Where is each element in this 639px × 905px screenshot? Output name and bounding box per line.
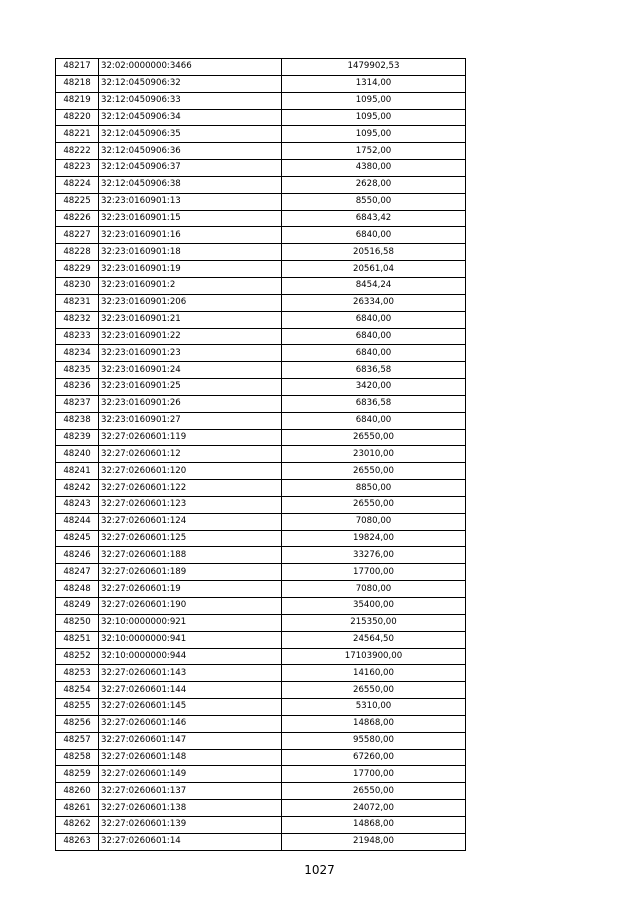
row-number-cell: 48226 — [56, 210, 99, 227]
value-cell: 26550,00 — [282, 429, 466, 446]
value-cell: 1095,00 — [282, 109, 466, 126]
table-row — [56, 126, 466, 143]
row-number-cell: 48248 — [56, 581, 99, 598]
row-number-cell: 48225 — [56, 193, 99, 210]
value-cell: 67260,00 — [282, 749, 466, 766]
table-row — [56, 227, 466, 244]
value-cell: 6840,00 — [282, 328, 466, 345]
row-number-cell: 48252 — [56, 648, 99, 665]
value-cell: 2628,00 — [282, 176, 466, 193]
row-number-cell: 48253 — [56, 665, 99, 682]
value-cell: 35400,00 — [282, 598, 466, 615]
table-row — [56, 547, 466, 564]
cadastral-number-cell: 32:23:0160901:15 — [99, 210, 282, 227]
table-row — [56, 665, 466, 682]
row-number-cell: 48219 — [56, 92, 99, 109]
cadastral-number-cell: 32:23:0160901:18 — [99, 244, 282, 261]
table-row — [56, 833, 466, 850]
cadastral-number-cell: 32:27:0260601:19 — [99, 581, 282, 598]
value-cell: 26550,00 — [282, 682, 466, 699]
table-row — [56, 261, 466, 278]
cadastral-number-cell: 32:23:0160901:23 — [99, 345, 282, 362]
cadastral-number-cell: 32:27:0260601:149 — [99, 766, 282, 783]
cadastral-number-cell: 32:23:0160901:24 — [99, 362, 282, 379]
row-number-cell: 48261 — [56, 800, 99, 817]
cadastral-number-cell: 32:12:0450906:38 — [99, 176, 282, 193]
cadastral-number-cell: 32:23:0160901:21 — [99, 311, 282, 328]
value-cell: 6840,00 — [282, 227, 466, 244]
cadastral-number-cell: 32:23:0160901:2 — [99, 277, 282, 294]
table-row — [56, 766, 466, 783]
value-cell: 26334,00 — [282, 294, 466, 311]
table-row — [56, 210, 466, 227]
cadastral-number-cell: 32:12:0450906:36 — [99, 143, 282, 160]
row-number-cell: 48251 — [56, 631, 99, 648]
table-row — [56, 463, 466, 480]
row-number-cell: 48247 — [56, 564, 99, 581]
cadastral-number-cell: 32:23:0160901:27 — [99, 412, 282, 429]
value-cell: 7080,00 — [282, 513, 466, 530]
row-number-cell: 48227 — [56, 227, 99, 244]
table-row — [56, 193, 466, 210]
cadastral-number-cell: 32:27:0260601:189 — [99, 564, 282, 581]
value-cell: 14160,00 — [282, 665, 466, 682]
row-number-cell: 48221 — [56, 126, 99, 143]
value-cell: 26550,00 — [282, 463, 466, 480]
value-cell: 21948,00 — [282, 833, 466, 850]
table-row — [56, 530, 466, 547]
row-number-cell: 48217 — [56, 59, 99, 76]
value-cell: 1095,00 — [282, 126, 466, 143]
value-cell: 23010,00 — [282, 446, 466, 463]
page-number: 1027 — [304, 863, 335, 877]
table-row — [56, 816, 466, 833]
row-number-cell: 48244 — [56, 513, 99, 530]
row-number-cell: 48242 — [56, 480, 99, 497]
row-number-cell: 48235 — [56, 362, 99, 379]
value-cell: 215350,00 — [282, 614, 466, 631]
row-number-cell: 48256 — [56, 715, 99, 732]
value-cell: 24072,00 — [282, 800, 466, 817]
row-number-cell: 48259 — [56, 766, 99, 783]
value-cell: 6840,00 — [282, 311, 466, 328]
row-number-cell: 48229 — [56, 261, 99, 278]
row-number-cell: 48260 — [56, 783, 99, 800]
value-cell: 20561,04 — [282, 261, 466, 278]
table-row — [56, 732, 466, 749]
cadastral-number-cell: 32:27:0260601:147 — [99, 732, 282, 749]
table-row — [56, 59, 466, 76]
cadastral-number-cell: 32:27:0260601:123 — [99, 496, 282, 513]
cadastral-number-cell: 32:27:0260601:119 — [99, 429, 282, 446]
row-number-cell: 48223 — [56, 160, 99, 177]
cadastral-number-cell: 32:10:0000000:941 — [99, 631, 282, 648]
table-row — [56, 783, 466, 800]
value-cell: 1095,00 — [282, 92, 466, 109]
value-cell: 17700,00 — [282, 564, 466, 581]
table-row — [56, 362, 466, 379]
table-row — [56, 75, 466, 92]
value-cell: 1752,00 — [282, 143, 466, 160]
table-row — [56, 614, 466, 631]
table-row — [56, 395, 466, 412]
row-number-cell: 48243 — [56, 496, 99, 513]
table-row — [56, 412, 466, 429]
cadastral-number-cell: 32:27:0260601:138 — [99, 800, 282, 817]
cadastral-number-cell: 32:12:0450906:32 — [99, 75, 282, 92]
value-cell: 26550,00 — [282, 783, 466, 800]
table-row — [56, 682, 466, 699]
cadastral-number-cell: 32:23:0160901:19 — [99, 261, 282, 278]
value-cell: 6836,58 — [282, 395, 466, 412]
value-cell: 6840,00 — [282, 412, 466, 429]
table-row — [56, 648, 466, 665]
value-cell: 8454,24 — [282, 277, 466, 294]
row-number-cell: 48262 — [56, 816, 99, 833]
row-number-cell: 48222 — [56, 143, 99, 160]
cadastral-number-cell: 32:12:0450906:35 — [99, 126, 282, 143]
table-row — [56, 328, 466, 345]
cadastral-number-cell: 32:23:0160901:22 — [99, 328, 282, 345]
table-row — [56, 345, 466, 362]
cadastral-number-cell: 32:23:0160901:206 — [99, 294, 282, 311]
row-number-cell: 48218 — [56, 75, 99, 92]
row-number-cell: 48240 — [56, 446, 99, 463]
value-cell: 1314,00 — [282, 75, 466, 92]
cadastral-number-cell: 32:23:0160901:25 — [99, 379, 282, 396]
value-cell: 20516,58 — [282, 244, 466, 261]
row-number-cell: 48249 — [56, 598, 99, 615]
cadastral-number-cell: 32:27:0260601:148 — [99, 749, 282, 766]
row-number-cell: 48230 — [56, 277, 99, 294]
cadastral-number-cell: 32:27:0260601:14 — [99, 833, 282, 850]
cadastral-number-cell: 32:23:0160901:16 — [99, 227, 282, 244]
table-row — [56, 513, 466, 530]
value-cell: 95580,00 — [282, 732, 466, 749]
value-cell: 5310,00 — [282, 699, 466, 716]
table-row — [56, 715, 466, 732]
table-row — [56, 92, 466, 109]
row-number-cell: 48231 — [56, 294, 99, 311]
table-row — [56, 160, 466, 177]
cadastral-number-cell: 32:12:0450906:33 — [99, 92, 282, 109]
row-number-cell: 48241 — [56, 463, 99, 480]
value-cell: 7080,00 — [282, 581, 466, 598]
table-row — [56, 379, 466, 396]
table-row — [56, 277, 466, 294]
cadastral-number-cell: 32:27:0260601:124 — [99, 513, 282, 530]
row-number-cell: 48246 — [56, 547, 99, 564]
value-cell: 4380,00 — [282, 160, 466, 177]
cadastral-number-cell: 32:27:0260601:137 — [99, 783, 282, 800]
cadastral-number-cell: 32:27:0260601:144 — [99, 682, 282, 699]
cadastral-number-cell: 32:27:0260601:12 — [99, 446, 282, 463]
row-number-cell: 48258 — [56, 749, 99, 766]
cadastral-value-table — [55, 58, 466, 851]
row-number-cell: 48257 — [56, 732, 99, 749]
value-cell: 26550,00 — [282, 496, 466, 513]
row-number-cell: 48220 — [56, 109, 99, 126]
table-row — [56, 480, 466, 497]
row-number-cell: 48254 — [56, 682, 99, 699]
value-cell: 6840,00 — [282, 345, 466, 362]
value-cell: 6843,42 — [282, 210, 466, 227]
value-cell: 17700,00 — [282, 766, 466, 783]
row-number-cell: 48250 — [56, 614, 99, 631]
row-number-cell: 48224 — [56, 176, 99, 193]
row-number-cell: 48255 — [56, 699, 99, 716]
table-row — [56, 699, 466, 716]
value-cell: 14868,00 — [282, 816, 466, 833]
cadastral-number-cell: 32:27:0260601:146 — [99, 715, 282, 732]
row-number-cell: 48238 — [56, 412, 99, 429]
table-row — [56, 446, 466, 463]
row-number-cell: 48236 — [56, 379, 99, 396]
row-number-cell: 48245 — [56, 530, 99, 547]
table-row — [56, 598, 466, 615]
value-cell: 14868,00 — [282, 715, 466, 732]
table-row — [56, 749, 466, 766]
cadastral-number-cell: 32:23:0160901:13 — [99, 193, 282, 210]
row-number-cell: 48232 — [56, 311, 99, 328]
cadastral-number-cell: 32:12:0450906:34 — [99, 109, 282, 126]
cadastral-number-cell: 32:27:0260601:145 — [99, 699, 282, 716]
cadastral-number-cell: 32:23:0160901:26 — [99, 395, 282, 412]
row-number-cell: 48263 — [56, 833, 99, 850]
value-cell: 19824,00 — [282, 530, 466, 547]
table-row — [56, 244, 466, 261]
row-number-cell: 48237 — [56, 395, 99, 412]
cadastral-number-cell: 32:27:0260601:143 — [99, 665, 282, 682]
table-row — [56, 294, 466, 311]
table-row — [56, 109, 466, 126]
row-number-cell: 48233 — [56, 328, 99, 345]
table-row — [56, 311, 466, 328]
table-row — [56, 631, 466, 648]
table-row — [56, 429, 466, 446]
cadastral-number-cell: 32:12:0450906:37 — [99, 160, 282, 177]
row-number-cell: 48239 — [56, 429, 99, 446]
value-cell: 17103900,00 — [282, 648, 466, 665]
value-cell: 24564,50 — [282, 631, 466, 648]
value-cell: 6836,58 — [282, 362, 466, 379]
cadastral-number-cell: 32:27:0260601:188 — [99, 547, 282, 564]
table-row — [56, 496, 466, 513]
cadastral-number-cell: 32:27:0260601:122 — [99, 480, 282, 497]
table-body — [56, 59, 466, 851]
value-cell: 3420,00 — [282, 379, 466, 396]
cadastral-number-cell: 32:27:0260601:125 — [99, 530, 282, 547]
cadastral-number-cell: 32:27:0260601:139 — [99, 816, 282, 833]
table-row — [56, 176, 466, 193]
cadastral-number-cell: 32:02:0000000:3466 — [99, 59, 282, 76]
value-cell: 8550,00 — [282, 193, 466, 210]
row-number-cell: 48228 — [56, 244, 99, 261]
cadastral-number-cell: 32:27:0260601:120 — [99, 463, 282, 480]
cadastral-number-cell: 32:10:0000000:921 — [99, 614, 282, 631]
table-row — [56, 581, 466, 598]
cadastral-number-cell: 32:10:0000000:944 — [99, 648, 282, 665]
cadastral-number-cell: 32:27:0260601:190 — [99, 598, 282, 615]
table-row — [56, 143, 466, 160]
value-cell: 33276,00 — [282, 547, 466, 564]
row-number-cell: 48234 — [56, 345, 99, 362]
table-row — [56, 564, 466, 581]
table-row — [56, 800, 466, 817]
value-cell: 8850,00 — [282, 480, 466, 497]
value-cell: 1479902,53 — [282, 59, 466, 76]
